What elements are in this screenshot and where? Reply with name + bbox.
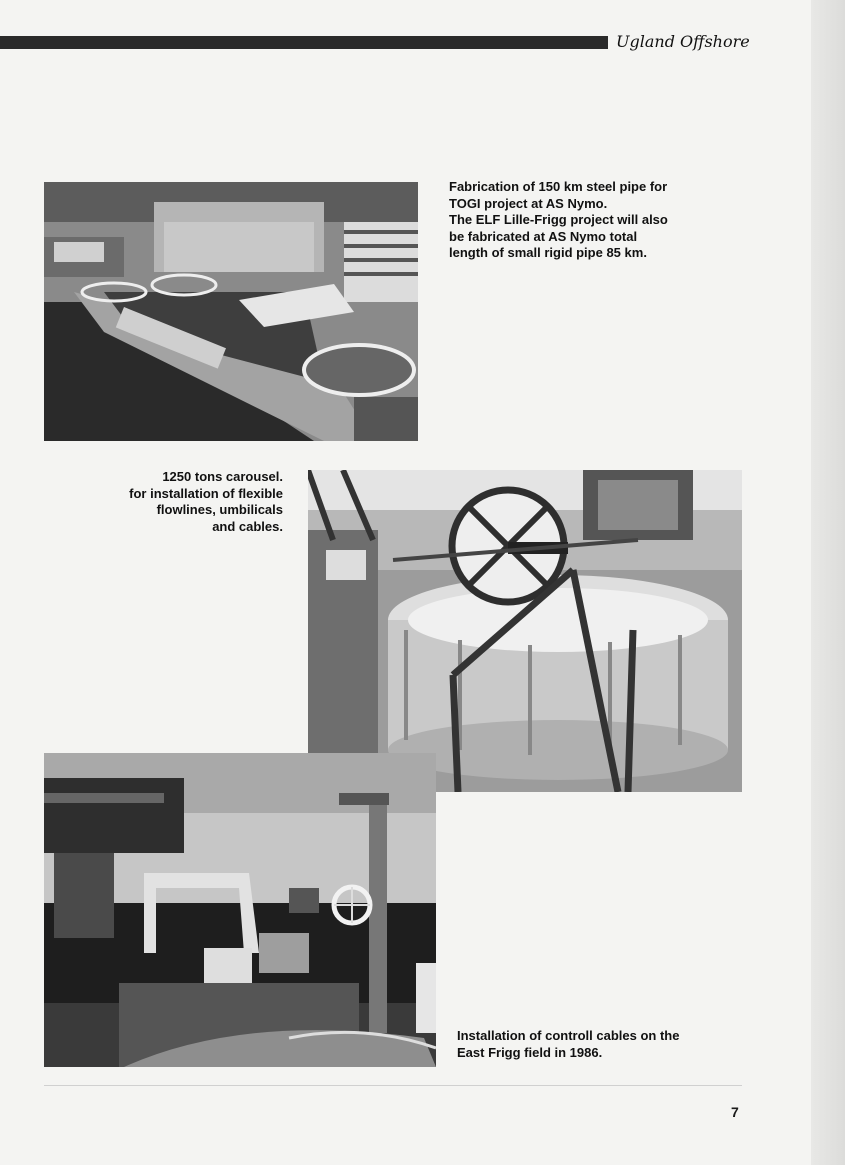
brand-logo: Ugland Offshore — [616, 32, 750, 51]
caption-carousel — [110, 469, 283, 535]
photo-offshore-installation — [44, 753, 436, 1067]
photo-fabrication-yard — [44, 182, 418, 441]
caption-line: 1250 tons carousel. — [162, 469, 283, 484]
caption-line: TOGI project at AS Nymo. — [449, 195, 608, 211]
page-edge — [811, 0, 845, 1165]
caption-line: length of small rigid pipe 85 km. — [449, 245, 647, 260]
caption-fabrication — [449, 179, 668, 262]
caption-line: be fabricated at AS Nymo total — [449, 228, 638, 244]
caption-line: East Frigg field in 1986. — [457, 1044, 603, 1060]
caption-line: The ELF Lille-Frigg project will also — [449, 212, 668, 227]
caption-line: flowlines, umbilicals — [156, 502, 283, 517]
header-bar — [0, 36, 608, 49]
caption-line: and cables. — [212, 518, 283, 534]
caption-line: Installation of controll cables on the — [457, 1028, 680, 1043]
caption-line: for installation of flexible — [129, 485, 283, 501]
page-number: 7 — [731, 1104, 739, 1120]
caption-installation — [457, 1028, 679, 1061]
caption-line: Fabrication of 150 km steel pipe for — [449, 179, 668, 194]
photo-carousel — [308, 470, 742, 792]
footer-rule — [44, 1085, 742, 1086]
